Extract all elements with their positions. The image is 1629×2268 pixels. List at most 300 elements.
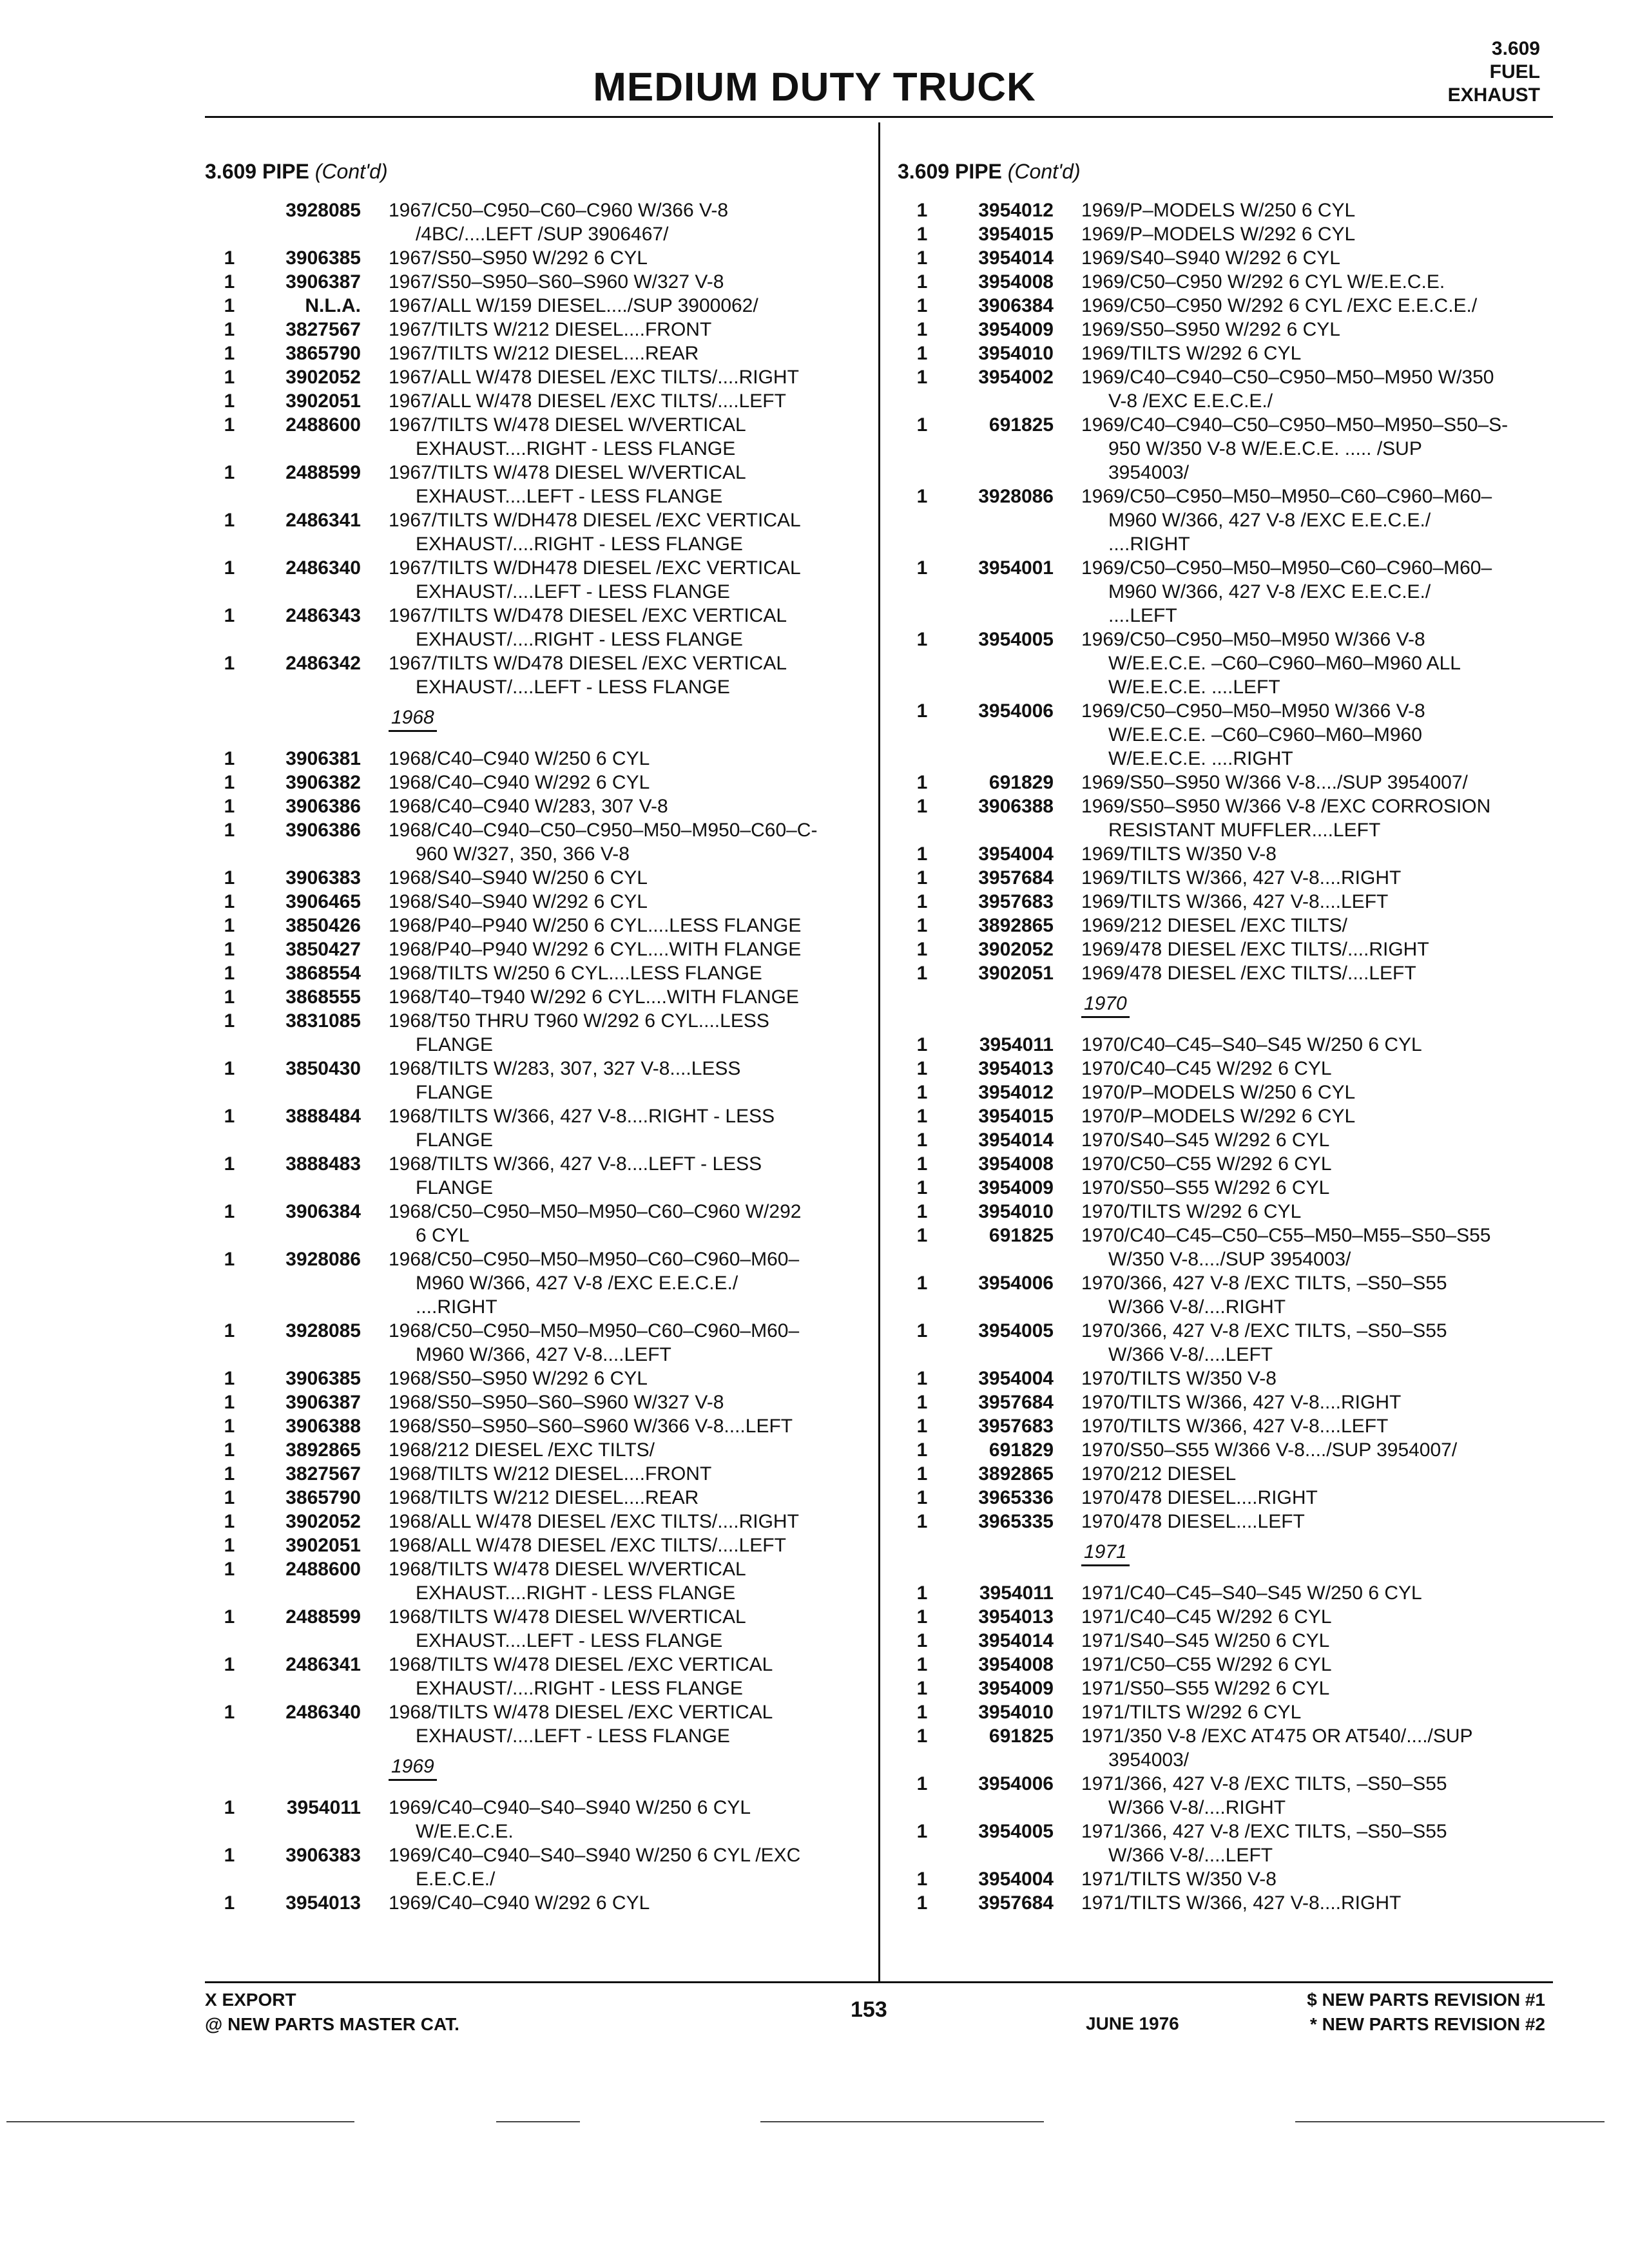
description-line: W/366 V-8/....RIGHT [1108,1797,1286,1818]
part-description [389,1510,869,1533]
description-line: 1970/C40–C45 W/292 6 CYL [1081,1058,1332,1079]
quantity: 1 [916,1725,928,1747]
part-description [1081,1152,1555,1176]
section-heading-number: 3.609 [205,160,257,183]
part-description [1081,413,1555,485]
description-line: 1969/C40–C940 W/292 6 CYL [389,1892,650,1914]
section-heading-continued: (Cont'd) [1007,160,1081,183]
part-description [1081,1224,1555,1271]
year-heading [389,699,869,747]
part-description [389,866,869,890]
part-description [1081,1700,1555,1724]
part-row [898,1128,1555,1152]
quantity: 1 [916,1392,928,1413]
part-description [389,1533,869,1557]
part-number: 3906383 [285,1845,361,1866]
description-line: 1970/C40–C45–C50–C55–M50–M55–S50–S55 [1081,1225,1491,1246]
part-description [389,1557,869,1605]
part-row [898,1176,1555,1200]
part-description [389,1605,869,1653]
part-number: 3957683 [978,891,1054,912]
description-line: EXHAUST/....RIGHT - LESS FLANGE [416,533,743,555]
part-description [389,1390,869,1414]
description-line: 1968/S40–S940 W/292 6 CYL [389,891,648,912]
year-heading [1081,1533,1555,1581]
part-row [205,1367,869,1390]
part-description [389,818,869,866]
description-line: 1968/P40–P940 W/250 6 CYL....LESS FLANGE [389,915,802,936]
part-row [898,794,1555,842]
part-description [389,604,869,651]
description-line: FLANGE [416,1034,494,1055]
description-line: 1971/TILTS W/292 6 CYL [1081,1702,1302,1723]
part-row [898,1653,1555,1677]
description-line: 1970/TILTS W/366, 427 V-8....LEFT [1081,1416,1389,1437]
part-row [898,1081,1555,1104]
quantity: 1 [916,1773,928,1794]
quantity: 1 [224,247,235,269]
quantity: 1 [224,319,235,340]
quantity: 1 [224,1892,235,1914]
part-description [389,461,869,508]
part-description [389,771,869,794]
description-line: 1971/C40–C45–S40–S45 W/250 6 CYL [1081,1582,1422,1604]
part-row [205,794,869,818]
description-line: 1967/TILTS W/478 DIESEL W/VERTICAL [389,462,746,483]
part-number: 3954010 [978,1702,1054,1723]
part-description [389,1152,869,1200]
quantity: 1 [916,200,928,221]
quantity: 1 [224,1797,235,1818]
description-line: 1969/S50–S950 W/366 V-8..../SUP 3954007/ [1081,772,1468,793]
description-line: 1970/C40–C45–S40–S45 W/250 6 CYL [1081,1034,1422,1055]
part-description [1081,318,1555,341]
description-line: 1967/TILTS W/212 DIESEL....FRONT [389,319,712,340]
description-line: 1969/P–MODELS W/292 6 CYL [1081,224,1356,245]
part-row [205,1247,869,1319]
quantity: 1 [224,867,235,889]
part-description [389,1414,869,1438]
description-line: 6 CYL [416,1225,470,1246]
part-row [205,1533,869,1557]
description-line: ....LEFT [1108,605,1177,626]
part-description [1081,1057,1555,1081]
quantity: 1 [916,1654,928,1675]
description-line: 1967/C50–C950–C60–C960 W/366 V-8 [389,200,729,221]
right-column [898,160,1555,1915]
description-line: 1967/ALL W/478 DIESEL /EXC TILTS/....LEFT [389,390,786,412]
description-line: 1968/T50 THRU T960 W/292 6 CYL....LESS [389,1010,769,1032]
description-line: 1967/TILTS W/D478 DIESEL /EXC VERTICAL [389,653,787,674]
part-row [898,556,1555,628]
part-row [205,1605,869,1653]
quantity: 1 [916,1678,928,1699]
description-line: 1968/TILTS W/366, 427 V-8....LEFT - LESS [389,1153,762,1175]
description-line: 1969/C50–C950–M50–M950–C60–C960–M60– [1081,557,1492,579]
part-number: 3957683 [978,1416,1054,1437]
part-description [1081,270,1555,294]
part-row [898,937,1555,961]
part-number: 2486342 [285,653,361,674]
part-description [389,1200,869,1247]
part-number: 3954015 [978,224,1054,245]
part-description [1081,771,1555,794]
quantity: 1 [916,1225,928,1246]
part-row [205,961,869,985]
description-line: 1968/S50–S950–S60–S960 W/327 V-8 [389,1392,724,1413]
quantity: 1 [916,1582,928,1604]
quantity: 1 [916,1106,928,1127]
catalog-date: JUNE 1976 [1086,2013,1179,2033]
description-line: 1971/S50–S55 W/292 6 CYL [1081,1678,1330,1699]
part-description [389,294,869,318]
part-description [1081,1677,1555,1700]
part-number: 691829 [988,1439,1054,1461]
description-line: 1969/S40–S940 W/292 6 CYL [1081,247,1340,269]
part-description [389,1891,869,1915]
part-number: 3888484 [285,1106,361,1127]
part-number: 691825 [988,414,1054,436]
part-number: 3954014 [978,1129,1054,1151]
part-row [205,1843,869,1891]
quantity: 1 [916,1201,928,1222]
part-row [205,389,869,413]
year-label: 1970 [1081,992,1130,1018]
quantity: 1 [916,295,928,316]
part-description [1081,1510,1555,1533]
part-row [205,1319,869,1367]
part-number: 3906383 [285,867,361,889]
part-number: 3954002 [978,367,1054,388]
description-line: 1968/C50–C950–M50–M950–C60–C960 W/292 [389,1201,802,1222]
part-row [898,1724,1555,1772]
description-line: 1970/S50–S55 W/292 6 CYL [1081,1177,1330,1198]
part-row [898,1390,1555,1414]
quantity: 1 [916,1892,928,1914]
part-row [898,1629,1555,1653]
quantity: 1 [916,1463,928,1485]
part-number: 3954009 [978,319,1054,340]
quantity: 1 [916,1129,928,1151]
part-row [898,842,1555,866]
description-line: EXHAUST....RIGHT - LESS FLANGE [416,438,736,459]
part-description [389,1653,869,1700]
part-number: 3850430 [285,1058,361,1079]
part-number: 2488599 [285,462,361,483]
description-line: 1969/C50–C950 W/292 6 CYL /EXC E.E.C.E./ [1081,295,1478,316]
part-row [898,413,1555,485]
section-heading [898,160,1555,198]
part-number: 2486341 [285,510,361,531]
part-number: 3954005 [978,1320,1054,1341]
description-line: 950 W/350 V-8 W/E.E.C.E. ..... /SUP [1108,438,1422,459]
quantity: 1 [916,319,928,340]
quantity: 1 [224,1535,235,1556]
description-line: 1970/TILTS W/366, 427 V-8....RIGHT [1081,1392,1402,1413]
part-number: 3865790 [285,343,361,364]
description-line: 1968/212 DIESEL /EXC TILTS/ [389,1439,655,1461]
part-row [898,1414,1555,1438]
description-line: 1968/S40–S940 W/250 6 CYL [389,867,648,889]
part-description [389,341,869,365]
part-number: 3902052 [978,939,1054,960]
description-line: 1969/C50–C950–M50–M950–C60–C960–M60– [1081,486,1492,507]
part-description [389,1367,869,1390]
description-line: W/E.E.C.E. ....RIGHT [1108,748,1293,769]
description-line: 1970/478 DIESEL....RIGHT [1081,1487,1318,1508]
part-description [389,1486,869,1510]
quantity: 1 [224,1416,235,1437]
description-line: 1971/S40–S45 W/250 6 CYL [1081,1630,1330,1651]
description-line: 1968/T40–T940 W/292 6 CYL....WITH FLANGE [389,986,799,1008]
part-number: 3954009 [978,1177,1054,1198]
quantity: 1 [916,224,928,245]
part-number: 3954010 [978,1201,1054,1222]
section-category: FUEL [1489,61,1540,82]
part-row [898,222,1555,246]
year-heading [389,1748,869,1796]
description-line: EXHAUST/....LEFT - LESS FLANGE [416,581,730,602]
part-description [1081,937,1555,961]
part-description [389,985,869,1009]
description-line: 1969/TILTS W/366, 427 V-8....RIGHT [1081,867,1402,889]
part-number: 3906385 [285,247,361,269]
part-number: 3827567 [285,319,361,340]
year-label: 1969 [389,1754,437,1781]
part-description [1081,1486,1555,1510]
part-description [1081,222,1555,246]
part-row [898,961,1555,985]
part-number: 3906384 [978,295,1054,316]
description-line: 1971/TILTS W/366, 427 V-8....RIGHT [1081,1892,1402,1914]
quantity: 1 [916,1320,928,1341]
quantity: 1 [224,1845,235,1866]
part-number: 3892865 [285,1439,361,1461]
part-description [389,914,869,937]
part-row [898,1200,1555,1224]
part-description [1081,198,1555,222]
part-description [389,1700,869,1748]
description-line: /4BC/....LEFT /SUP 3906467/ [416,224,669,245]
header-rule [205,116,1553,118]
quantity: 1 [916,1368,928,1389]
part-description [389,318,869,341]
part-row [205,1414,869,1438]
description-line: 1969/TILTS W/366, 427 V-8....LEFT [1081,891,1389,912]
part-description [389,365,869,389]
part-row [898,1104,1555,1128]
part-description [1081,1891,1555,1915]
part-number: 3928086 [285,1249,361,1270]
description-line: M960 W/366, 427 V-8 /EXC E.E.C.E./ [1108,510,1431,531]
quantity: 1 [224,1058,235,1079]
quantity: 1 [224,1392,235,1413]
quantity: 1 [224,653,235,674]
part-description [1081,1271,1555,1319]
part-number: 3906385 [285,1368,361,1389]
quantity: 1 [224,557,235,579]
part-number: 3954004 [978,1869,1054,1890]
part-number: 2486341 [285,1654,361,1675]
part-number: 3954010 [978,343,1054,364]
part-description [389,890,869,914]
part-row [898,771,1555,794]
description-line: 1971/TILTS W/350 V-8 [1081,1869,1277,1890]
part-description [1081,794,1555,842]
part-description [1081,842,1555,866]
part-number: N.L.A. [305,295,361,316]
part-row [898,699,1555,771]
part-description [389,1057,869,1104]
quantity: 1 [916,891,928,912]
quantity: 1 [916,1153,928,1175]
description-line: W/366 V-8/....LEFT [1108,1344,1273,1365]
description-line: 1969/212 DIESEL /EXC TILTS/ [1081,915,1347,936]
part-row [898,1057,1555,1081]
description-line: ....RIGHT [416,1296,497,1318]
part-description [1081,1605,1555,1629]
part-number: 2488600 [285,414,361,436]
part-description [389,1247,869,1319]
quantity: 1 [916,1702,928,1723]
description-line: W/350 V-8..../SUP 3954003/ [1108,1249,1351,1270]
description-line: 1970/TILTS W/292 6 CYL [1081,1201,1302,1222]
part-number: 3954006 [978,700,1054,722]
part-description [389,794,869,818]
description-line: 1970/TILTS W/350 V-8 [1081,1368,1277,1389]
quantity: 1 [224,414,235,436]
part-row [205,461,869,508]
part-number: 691829 [988,772,1054,793]
part-number: 3902051 [285,390,361,412]
part-row [205,1104,869,1152]
part-number: 3902052 [285,1511,361,1532]
part-row [205,246,869,270]
description-line: 1967/S50–S950–S60–S960 W/327 V-8 [389,271,724,293]
section-heading-name: PIPE [954,160,1002,183]
quantity: 1 [916,1416,928,1437]
part-row [898,1891,1555,1915]
part-number: 3906388 [285,1416,361,1437]
part-description [1081,1462,1555,1486]
description-line: 1968/ALL W/478 DIESEL /EXC TILTS/....RIGHT [389,1511,799,1532]
part-row [205,294,869,318]
description-line: 1968/C40–C940 W/292 6 CYL [389,772,650,793]
section-number: 3.609 [1491,38,1540,59]
part-number: 3954005 [978,1821,1054,1842]
part-number: 3906384 [285,1201,361,1222]
page-number: 153 [851,1997,887,2022]
description-line: 1968/TILTS W/212 DIESEL....REAR [389,1487,699,1508]
part-row [205,508,869,556]
part-number: 3954009 [978,1678,1054,1699]
part-row [205,270,869,294]
part-number: 3906386 [285,820,361,841]
part-row [205,1390,869,1414]
description-line: 1971/C40–C45 W/292 6 CYL [1081,1606,1332,1628]
part-number: 3954008 [978,271,1054,293]
part-row [898,1152,1555,1176]
description-line: W/E.E.C.E. –C60–C960–M60–M960 [1108,724,1422,745]
scan-artifact-line [1295,2121,1605,2122]
quantity: 1 [916,557,928,579]
part-row [898,1605,1555,1629]
description-line: 1970/366, 427 V-8 /EXC TILTS, –S50–S55 [1081,1273,1447,1294]
quantity: 1 [916,629,928,650]
description-line: 1970/C50–C55 W/292 6 CYL [1081,1153,1332,1175]
part-number: 2486340 [285,1702,361,1723]
year-label: 1971 [1081,1540,1130,1566]
part-row [205,341,869,365]
part-number: 3850426 [285,915,361,936]
part-row [205,1557,869,1605]
part-number: 3954008 [978,1153,1054,1175]
page-title: MEDIUM DUTY TRUCK [593,65,1036,110]
quantity: 1 [224,748,235,769]
description-line: 3954003/ [1108,1749,1190,1771]
part-row [205,1438,869,1462]
description-line: FLANGE [416,1129,494,1151]
quantity: 1 [224,1606,235,1628]
part-row [205,318,869,341]
part-number: 3954012 [978,1082,1054,1103]
quantity: 1 [224,1654,235,1675]
part-number: 3888483 [285,1153,361,1175]
part-row [205,1486,869,1510]
part-row [205,1009,869,1057]
part-number: 3865790 [285,1487,361,1508]
description-line: 1969/S50–S950 W/366 V-8 /EXC CORROSION [1081,796,1491,817]
part-description [1081,1653,1555,1677]
part-number: 3902051 [285,1535,361,1556]
part-row [898,1319,1555,1367]
part-row [898,1581,1555,1605]
description-line: 1968/TILTS W/283, 307, 327 V-8....LESS [389,1058,741,1079]
description-line: 1968/TILTS W/366, 427 V-8....RIGHT - LESS [389,1106,775,1127]
description-line: EXHAUST....RIGHT - LESS FLANGE [416,1582,736,1604]
quantity: 1 [224,1249,235,1270]
description-line: 1969/C50–C950 W/292 6 CYL W/E.E.C.E. [1081,271,1445,293]
description-line: EXHAUST....LEFT - LESS FLANGE [416,1630,723,1651]
part-description [1081,866,1555,890]
part-row [898,1033,1555,1057]
description-line: 1969/TILTS W/350 V-8 [1081,843,1277,865]
part-description [1081,341,1555,365]
quantity: 1 [916,1821,928,1842]
part-row [205,1796,869,1843]
description-line: 1970/366, 427 V-8 /EXC TILTS, –S50–S55 [1081,1320,1447,1341]
part-number: 3954015 [978,1106,1054,1127]
part-number: 3906381 [285,748,361,769]
part-number: 3954006 [978,1273,1054,1294]
part-row [898,294,1555,318]
description-line: EXHAUST/....RIGHT - LESS FLANGE [416,1678,743,1699]
quantity: 1 [916,1034,928,1055]
part-description [389,651,869,699]
description-line: 1967/TILTS W/212 DIESEL....REAR [389,343,699,364]
description-line: V-8 /EXC E.E.C.E./ [1108,390,1273,412]
section-subcategory: EXHAUST [1447,84,1540,106]
quantity: 1 [916,1177,928,1198]
part-row [898,1271,1555,1319]
part-row [205,556,869,604]
section-heading-number: 3.609 [898,160,950,183]
quantity: 1 [224,295,235,316]
part-number: 3954011 [979,1582,1054,1604]
part-description [1081,1867,1555,1891]
description-line: W/E.E.C.E. ....LEFT [1108,677,1280,698]
part-number: 3954012 [978,200,1054,221]
